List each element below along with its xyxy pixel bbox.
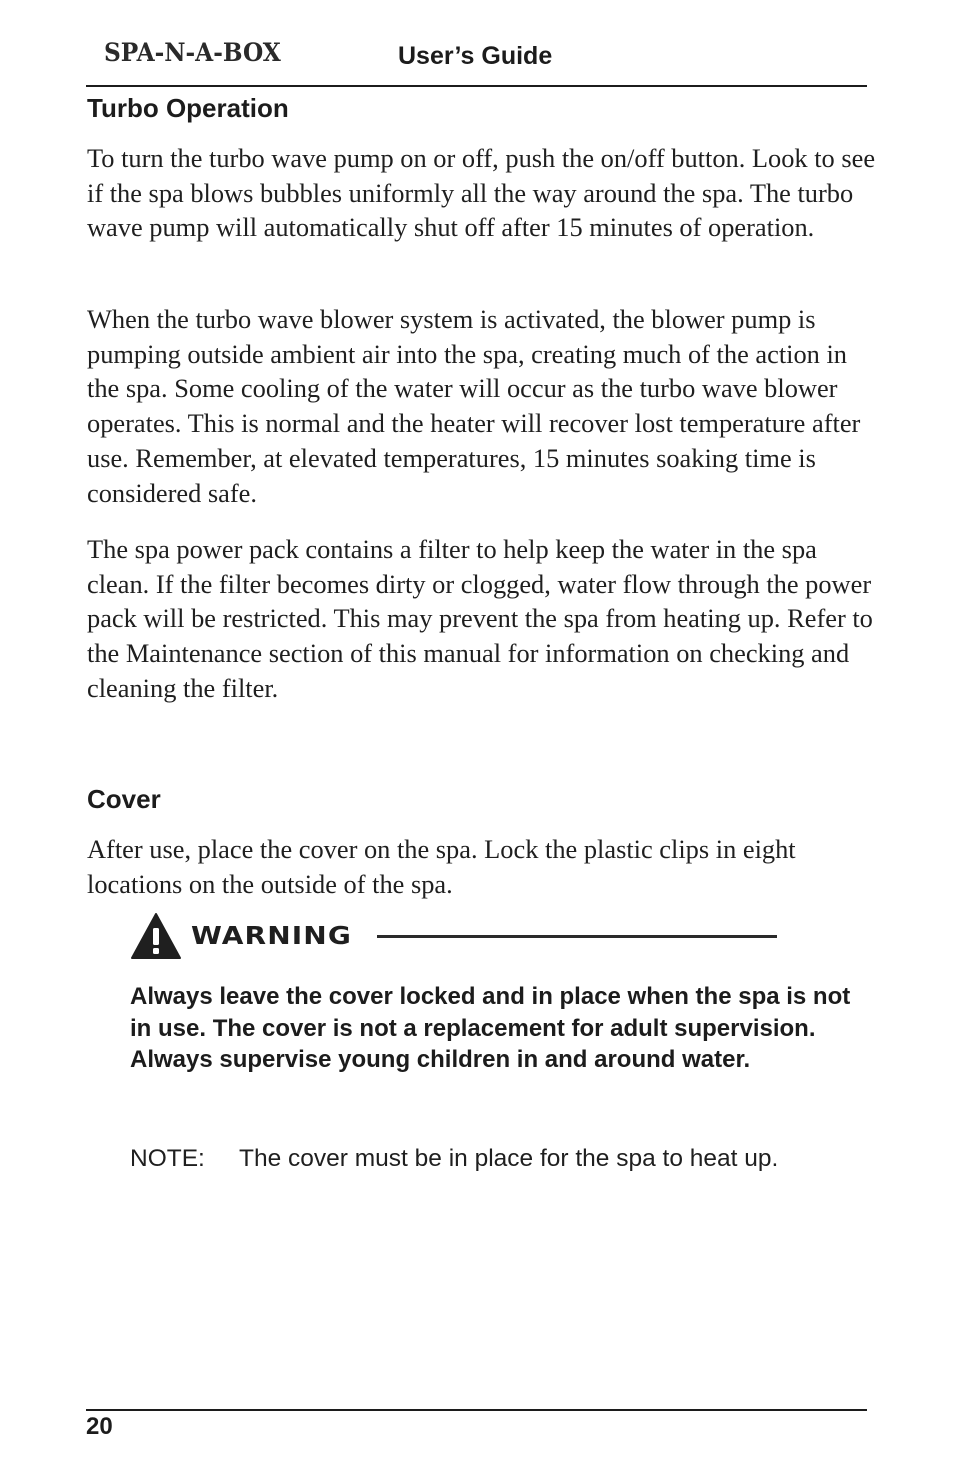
cover-paragraph: After use, place the cover on the spa. Lock the plastic clips in eight locations on the outside of the spa.: [87, 834, 796, 899]
warning-triangle-icon: [130, 912, 182, 960]
brand-logo: SPA-N-A-BOX: [104, 38, 281, 67]
turbo-paragraph-1: To turn the turbo wave pump on or off, push the on/off button. Look to see if the spa blows bubbles uniformly all the way around the spa. The turbo wave pump will automatically shut off after 15 minutes of operation.: [87, 143, 876, 243]
turbo-paragraph-3: The spa power pack contains a filter to help keep the water in the spa clean. If the filter becomes dirty or clogged, water flow through the power pack will be restricted. This may prevent the spa from heating up. Refer to the Maintenance section of this manual for information on checking and cleaning the filter.: [87, 534, 873, 703]
section-title-cover: Cover: [87, 784, 161, 814]
section-title-turbo-operation: Turbo Operation: [87, 93, 289, 123]
page-number: 20: [86, 1413, 113, 1440]
warning-banner: [130, 912, 780, 960]
footer-rule: [86, 1409, 867, 1411]
warning-label: WARNING: [191, 921, 352, 950]
guide-title: User’s Guide: [398, 42, 553, 70]
note-label: NOTE:: [130, 1145, 205, 1172]
header-rule: [86, 85, 867, 87]
turbo-paragraph-2: When the turbo wave blower system is activated, the blower pump is pumping outside ambient air into the spa, creating much of the action in the spa. Some cooling of the water will occur as the turbo wave blower operates. This is normal and the heater will recover lost temperature after use. Remember, at elevated temperatures, 15 minutes soaking time is considered safe.: [87, 304, 861, 508]
warning-text: Always leave the cover locked and in place when the spa is not in use. The cover is not a replacement for adult supervision. Always supervise young children in and around water.: [130, 983, 851, 1073]
note-line: [130, 1145, 778, 1173]
note-text: The cover must be in place for the spa to heat up.: [239, 1145, 779, 1172]
warning-divider: [377, 935, 777, 938]
